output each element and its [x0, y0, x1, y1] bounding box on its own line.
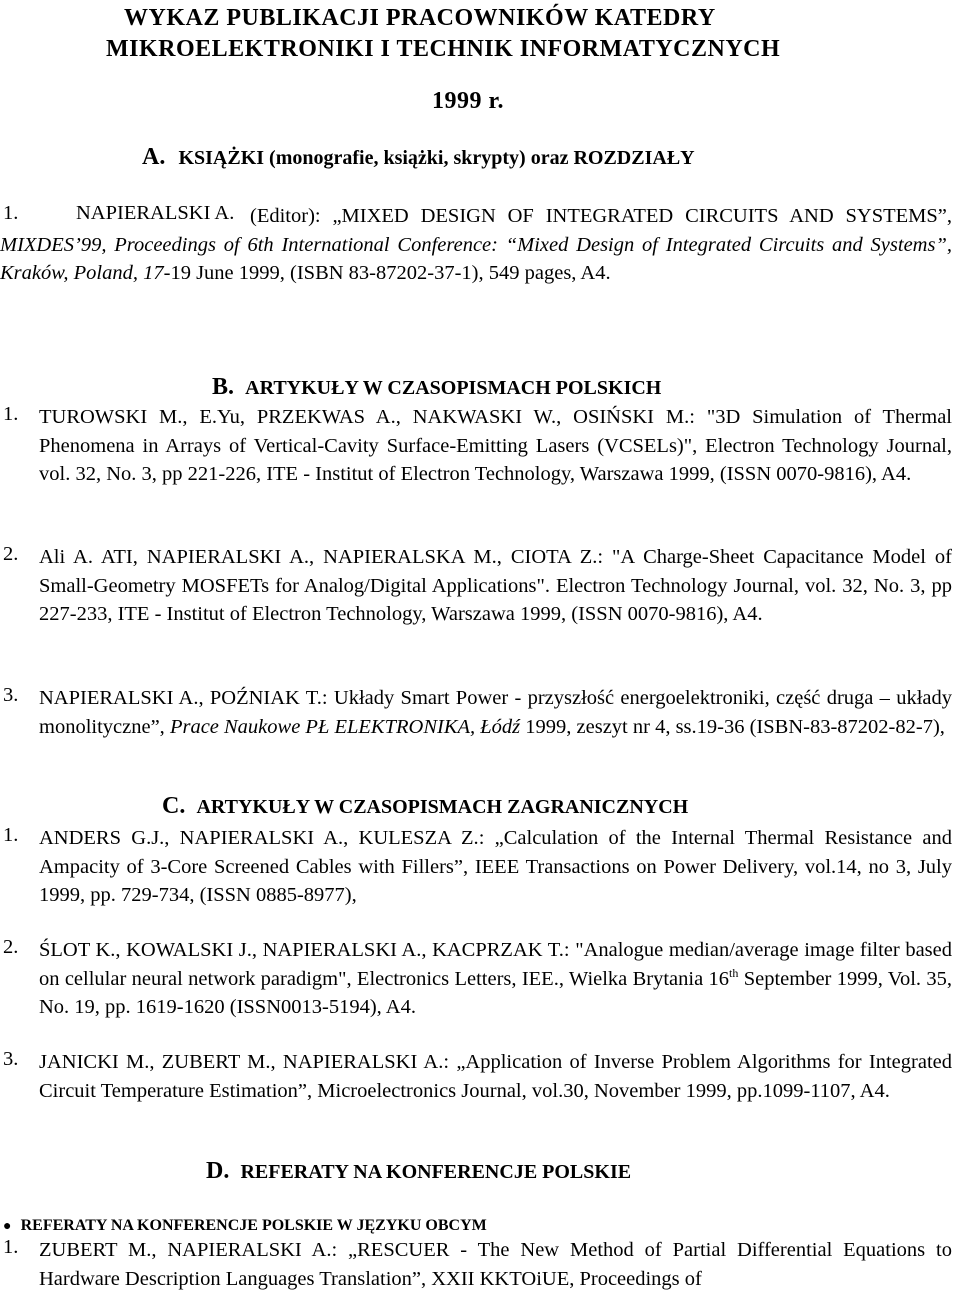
section-b-letter: B. — [212, 374, 235, 400]
section-b-heading — [212, 374, 661, 401]
subsection-title: REFERATY NA KONFERENCJE POLSKIE W JĘZYKU OBCYM — [20, 1217, 487, 1234]
section-d-letter: D. — [206, 1158, 230, 1184]
item-authors: JANICKI M., ZUBERT M., NAPIERALSKI A. — [39, 1051, 444, 1073]
item-text: NAPIERALSKI A., POŹNIAK T.: Układy Smart Power - przyszłość energoelektroniki, część druga – układy monolityczne”, Prace Naukowe PŁ ELEKTRONIKA, Łódź 1999, zeszyt nr 4, ss.19-36 (ISBN-83-87202-82-7), — [39, 687, 952, 738]
item-number: 2. — [3, 543, 19, 565]
item-number: 1. — [3, 202, 19, 224]
document-title-line1: WYKAZ PUBLIKACJI PRACOWNIKÓW KATEDRY — [124, 5, 716, 31]
item-text: ANDERS G.J., NAPIERALSKI A., KULESZA Z.: „Calculation of the Internal Thermal Resistance and Ampacity of 3-Core Screened Cables with Fillers”, IEEE Transactions on Power Delivery, vol.14, no 3, July 1999, pp. 729-734, (ISSN 0885-8977), — [39, 827, 952, 906]
section-d-title: REFERATY NA KONFERENCJE POLSKIE — [240, 1161, 632, 1183]
section-a-letter: A. — [142, 144, 166, 170]
item-text: ŚLOT K., KOWALSKI J., NAPIERALSKI A., KACPRZAK T.: "Analogue median/average image filter based on cellular neural network paradigm", Electronics Letters, IEE., Wielka Brytania 16th September 1999, Vol. 35, No. 19, pp. 1619-1620 (ISSN0013-5194), A4. — [39, 939, 953, 1018]
section-d-heading — [206, 1158, 631, 1185]
item-text: JANICKI M., ZUBERT M., NAPIERALSKI A.: „Application of Inverse Problem Algorithms for Integrated Circuit Temperature Estimation”, Microelectronics Journal, vol.30, November 1999, pp.1099-1107, A4. — [39, 1051, 952, 1102]
item-authors: ŚLOT K., KOWALSKI J., NAPIERALSKI A., KACPRZAK T. — [39, 939, 564, 961]
document-title-line2: MIKROELEKTRONIKI I TECHNIK INFORMATYCZNYCH — [106, 36, 781, 62]
section-c-letter: C. — [162, 793, 186, 819]
item-number: 1. — [3, 1236, 19, 1258]
section-b-title: ARTYKUŁY W CZASOPISMACH POLSKICH — [245, 377, 662, 399]
section-c-heading — [162, 793, 688, 820]
section-c-title: ARTYKUŁY W CZASOPISMACH ZAGRANICZNYCH — [196, 796, 689, 818]
item-authors: ANDERS G.J., NAPIERALSKI A., KULESZA Z. — [39, 827, 479, 849]
document-year: 1999 r. — [432, 88, 504, 114]
section-a-heading — [142, 144, 695, 171]
item-number: 3. — [3, 684, 19, 706]
item-number: 1. — [3, 824, 19, 846]
section-a-title: KSIĄŻKI (monografie, książki, skrypty) oraz ROZDZIAŁY — [178, 147, 695, 169]
item-number: 2. — [3, 936, 19, 958]
item-text: Ali A. ATI, NAPIERALSKI A., NAPIERALSKA M., CIOTA Z.: "A Charge-Sheet Capacitance Model of Small-Geometry MOSFETs for Analog/Digital Applications". Electron Technology Journal, vol. 32, No. 3, pp 227-233, ITE - Institut of Electron Technology, Warszawa 1999, (ISSN 0070-9816), A4. — [39, 546, 952, 625]
item-number: 1. — [3, 403, 19, 425]
item-number: 3. — [3, 1048, 19, 1070]
item-authors: ZUBERT M., NAPIERALSKI A. — [39, 1239, 332, 1261]
subsection-heading — [3, 1213, 487, 1236]
bullet-icon: ● — [3, 1219, 12, 1234]
item-text: ZUBERT M., NAPIERALSKI A.: „RESCUER - The New Method of Partial Differential Equations to Hardware Description Languages Translation”, XXII KKTOiUE, Proceedings of — [39, 1239, 952, 1290]
item-authors: TUROWSKI M., E.Yu, PRZEKWAS A., NAKWASKI W., OSIŃSKI M. — [39, 406, 690, 428]
item-authors: NAPIERALSKI A., POŹNIAK T. — [39, 687, 322, 709]
item-authors: NAPIERALSKI A. — [76, 202, 235, 224]
item-text: TUROWSKI M., E.Yu, PRZEKWAS A., NAKWASKI W., OSIŃSKI M.: "3D Simulation of Thermal Phenomena in Arrays of Vertical-Cavity Surface-Emitting Lasers (VCSELs)", Electron Technology Journal, vol. 32, No. 3, pp 221-226, ITE - Institut of Electron Technology, Warszawa 1999, (ISSN 0070-9816), A4. — [39, 406, 952, 485]
item-text: (Editor): „MIXED DESIGN OF INTEGRATED CIRCUITS AND SYSTEMS”, MIXDES’99, Proceedings of 6th International Conference: “Mixed Design of Integrated Circuits and Systems”, Kraków, Poland, 17-19 June 1999, (ISBN 83-87202-37-1), 549 pages, A4. — [0, 205, 952, 284]
item-authors: Ali A. ATI, NAPIERALSKI A., NAPIERALSKA M., CIOTA Z. — [39, 546, 598, 568]
